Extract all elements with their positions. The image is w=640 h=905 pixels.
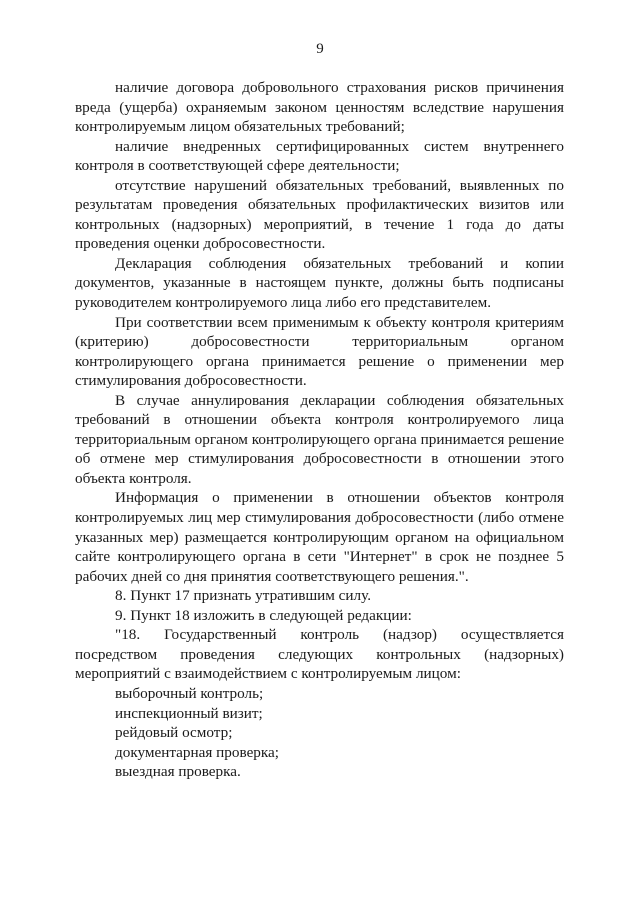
paragraph-item-8: 8. Пункт 17 признать утратившим силу. [115,587,371,605]
list-item-selective-control: выборочный контроль; [115,684,264,702]
paragraph-no-violations: отсутствие нарушений обязательных требований, выявленных по результатам проведения обязательных профилактических визитов или контрольных (надзорных) мероприятий, в течение 1 года до даты проведения оценки добросовестности. [75,176,564,253]
list-item-field-check: выездная проверка. [115,763,241,781]
paragraph-compliance-decision: При соответствии всем применимым к объекту контроля критериям (критерию) добросовестности территориальным органом контролирующего органа принимается решение о применении мер стимулирования добросовестности. [75,313,564,390]
paragraph-internal-control-systems: наличие внедренных сертифицированных систем внутреннего контроля в соответствующей сфере деятельности; [75,137,564,175]
list-item-inspection-visit: инспекционный визит; [115,704,263,722]
paragraph-information-publication: Информация о применении в отношении объектов контроля контролируемых лиц мер стимулирования добросовестности (либо отмене указанных мер) размещается контролирующим органом на официальном сайте контролирующего органа в сети "Интернет" в срок не позднее 5 рабочих дней со дня принятия соответствующего решения.". [75,489,564,585]
document-body [75,78,564,782]
paragraph-item-18: "18. Государственный контроль (надзор) осуществляется посредством проведения следующих контрольных (надзорных) мероприятий с взаимодействием с контролируемым лицом: [75,626,564,683]
list-item-raid-inspection: рейдовый осмотр; [115,724,233,742]
paragraph-item-9: 9. Пункт 18 изложить в следующей редакции: [115,606,412,624]
paragraph-declaration-annulment: В случае аннулирования декларации соблюдения обязательных требований в отношении объекта контроля контролируемого лица территориальным органом контролирующего органа принимается решение об отмене мер стимулирования добросовестности в отношении этого объекта контроля. [75,391,564,487]
list-item-documentary-check: документарная проверка; [115,743,280,761]
paragraph-insurance-contract: наличие договора добровольного страхования рисков причинения вреда (ущерба) охраняемым законом ценностям вследствие нарушения контролируемым лицом обязательных требований; [75,79,564,136]
page-number: 9 [316,41,324,57]
paragraph-declaration-signing: Декларация соблюдения обязательных требований и копии документов, указанные в настоящем пункте, должны быть подписаны руководителем контролируемого лица либо его представителем. [75,254,564,312]
